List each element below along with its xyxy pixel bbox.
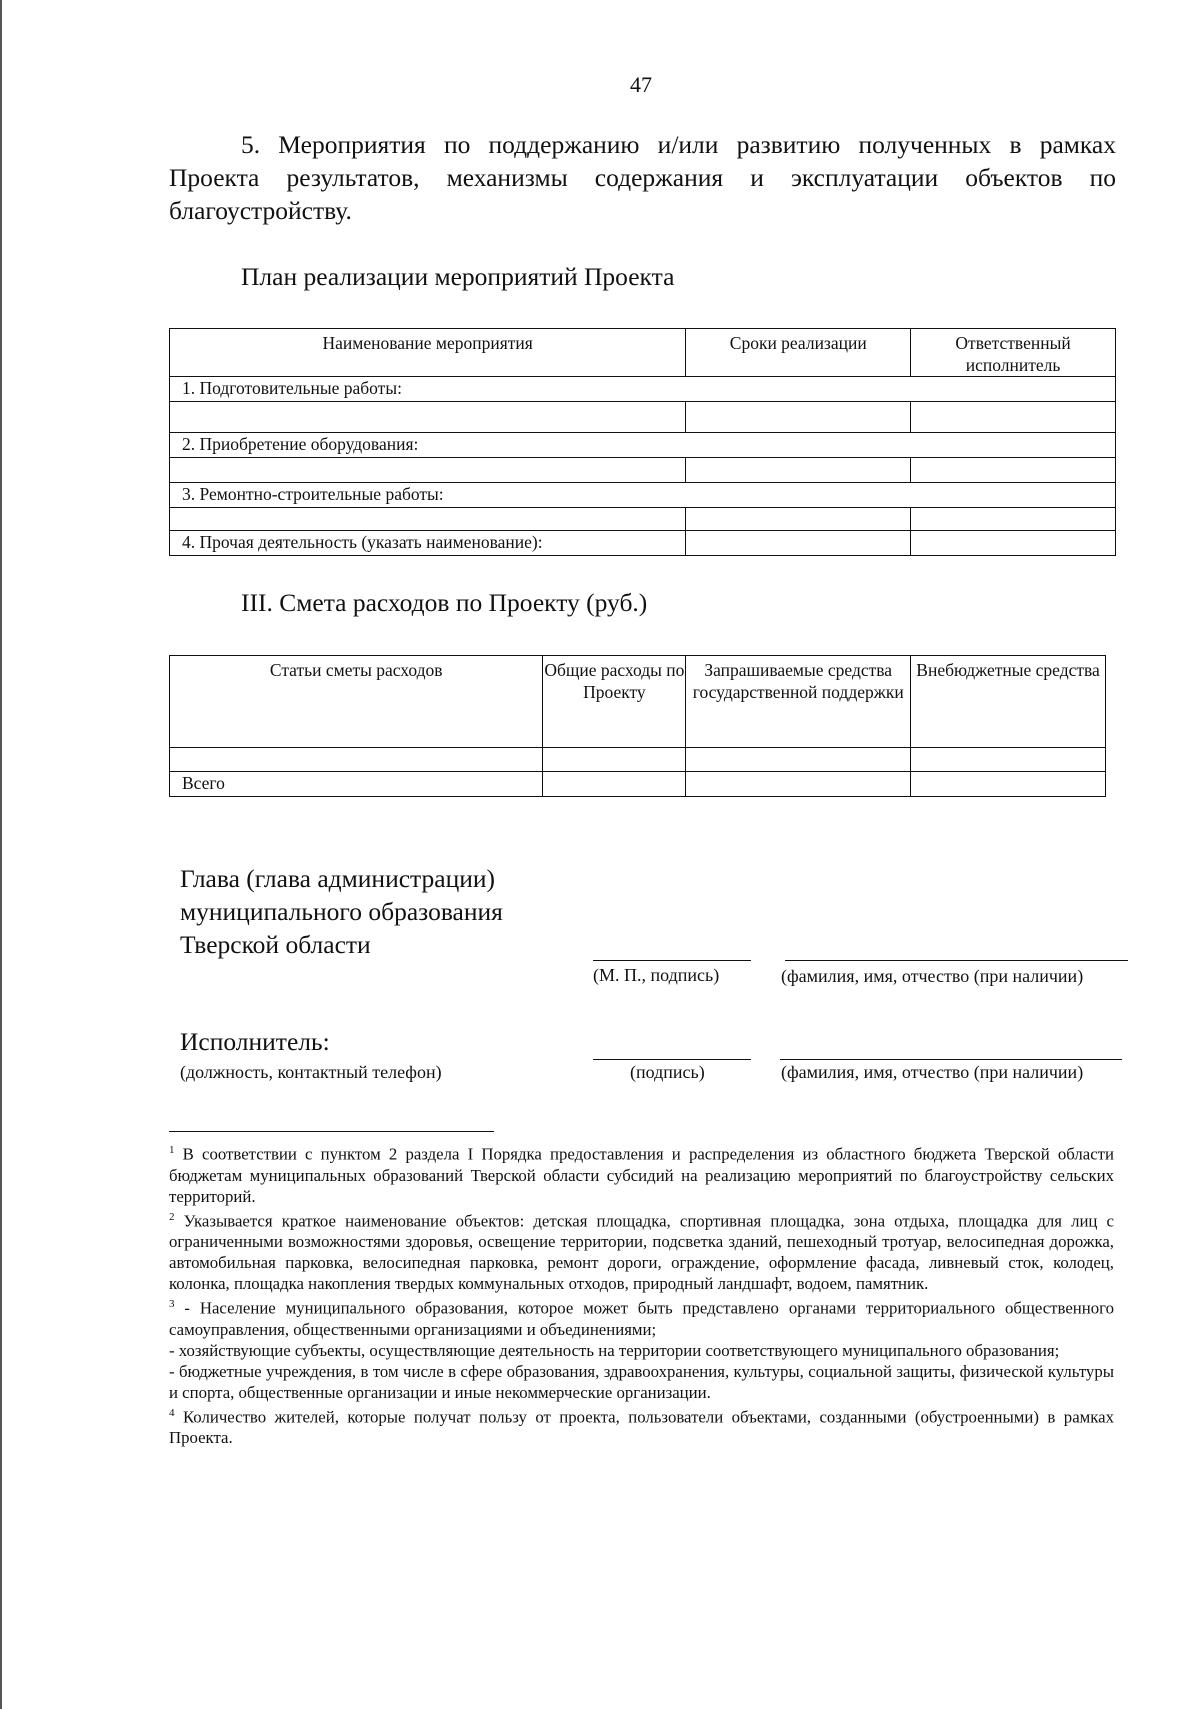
plan-table [169, 328, 1116, 556]
smeta-col-total: Общие расходы по Проекту [543, 656, 686, 748]
plan-col-name: Наименование мероприятия [170, 329, 686, 377]
executor-signature-line [593, 1059, 751, 1060]
executor-sign-caption: (подпись) [630, 1062, 705, 1082]
footnote-3-item: - хозяйствующие субъекты, осуществляющие деятельность на территории соответствующего муниципального образования; [169, 1340, 1060, 1360]
smeta-table [169, 655, 1106, 797]
plan-col-terms: Сроки реализации [686, 329, 911, 377]
page-number: 47 [630, 72, 652, 97]
plan-heading: План реализации мероприятий Проекта [241, 262, 675, 291]
head-title-line: Глава (глава администрации) [180, 864, 496, 893]
head-title-line: муниципального образования [180, 897, 503, 926]
plan-group-4: 4. Прочая деятельность (указать наименование): [170, 531, 686, 556]
footnote-1: $^1$ В соответствии с пунктом 2 раздела I Порядка предоставления и распределения из областного бюджета Тверской области бюджетам муниципальных образований Тверской области субсидий на реализацию мероприятий по благоустройству сельских территорий. [169, 1144, 1114, 1206]
executor-title: Исполнитель: [180, 1027, 330, 1056]
scan-edge [0, 0, 2, 1709]
section-5-paragraph: 5. Мероприятия по поддержанию и/или развитию полученных в рамках Проекта результатов, механизмы содержания и эксплуатации объектов по благоустройству. [169, 130, 1116, 225]
plan-row-empty [170, 402, 1116, 433]
executor-name-caption: (фамилия, имя, отчество (при наличии) [781, 1062, 1084, 1082]
footnote-3: $^3$ - Население муниципального образования, которое может быть представлено органами территориального общественного самоуправления, общественными организациями и объединениями; [169, 1298, 1114, 1339]
plan-row-empty [170, 458, 1116, 483]
smeta-col-requested: Запрашиваемые средства государственной поддержки [686, 656, 911, 748]
plan-col-responsible: Ответственный исполнитель [911, 329, 1116, 377]
head-name-line [785, 960, 1128, 961]
smeta-col-offbudget: Внебюджетные средства [911, 656, 1106, 748]
executor-subtitle: (должность, контактный телефон) [180, 1062, 442, 1082]
plan-row-empty [170, 508, 1116, 531]
plan-group-2: 2. Приобретение оборудования: [170, 433, 1116, 458]
head-signature-line [593, 960, 751, 961]
section-5 [169, 128, 1116, 227]
executor-name-line [780, 1059, 1122, 1060]
smeta-total-label: Всего [170, 772, 543, 797]
head-title-line: Тверской области [180, 930, 371, 959]
plan-group-1: 1. Подготовительные работы: [170, 377, 1116, 402]
head-signatory-title [180, 862, 503, 961]
plan-group-3: 3. Ремонтно-строительные работы: [170, 483, 1116, 508]
smeta-heading: III. Смета расходов по Проекту (руб.) [241, 588, 648, 617]
footnote-3-item: - бюджетные учреждения, в том числе в сфере образования, здравоохранения, культуры, социальной защиты, физической культуры и спорта, общественные организации и иные некоммерческие организации. [169, 1361, 1114, 1402]
head-name-caption: (фамилия, имя, отчество (при наличии) [781, 966, 1084, 986]
footnote-separator [169, 1131, 494, 1132]
smeta-col-items: Статьи сметы расходов [170, 656, 543, 748]
footnotes [169, 1140, 1114, 1448]
smeta-row-empty [170, 748, 1106, 772]
footnote-2: $^2$ Указывается краткое наименование объектов: детская площадка, спортивная площадка, зона отдыха, площадка для лиц с ограниченными возможностями здоровья, освещение территории, подсветка зданий, пешеходный тротуар, велосипедная дорожка, автомобильная парковка, велосипедная парковка, ремонт дороги, ограждение, оформление фасада, ливневый сток, колодец, колонка, площадка накопления твердых коммунальных отходов, природный ландшафт, водоем, памятник. [169, 1210, 1114, 1294]
footnote-4: $^4$ Количество жителей, которые получат пользу от проекта, пользователи объектами, созданными (обустроенными) в рамках Проекта. [169, 1406, 1114, 1448]
stamp-signature-caption: (М. П., подпись) [593, 965, 720, 985]
